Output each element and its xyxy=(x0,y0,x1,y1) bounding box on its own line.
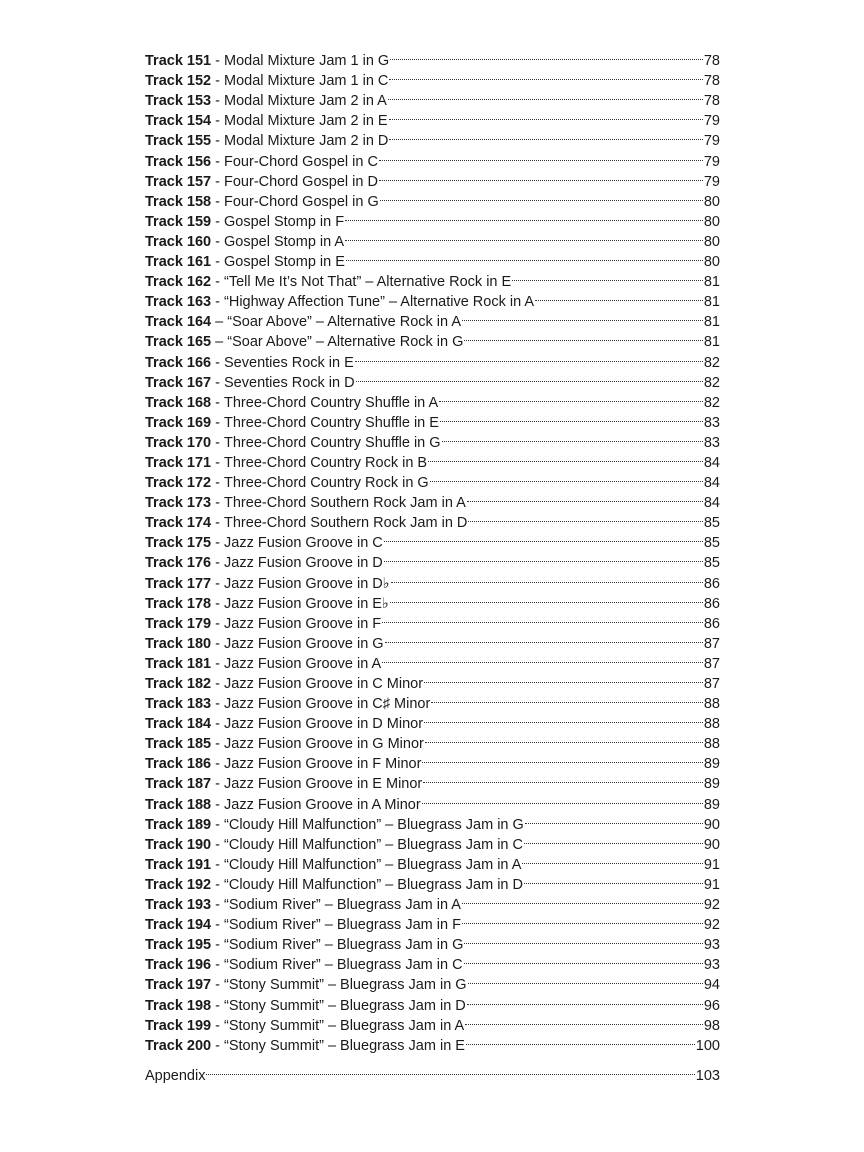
track-separator: - xyxy=(211,676,225,692)
dot-leader xyxy=(389,125,702,145)
track-separator: - xyxy=(211,1037,225,1054)
track-number: Track 196 xyxy=(145,957,212,974)
track-page-number: 80 xyxy=(703,254,720,271)
track-page-number: 84 xyxy=(703,495,720,512)
track-title: Three-Chord Country Shuffle in A xyxy=(224,394,439,411)
track-number: Track 180 xyxy=(145,635,212,652)
track-title: “Soar Above” – Alternative Rock in G xyxy=(227,334,464,351)
track-page-number: 85 xyxy=(703,535,720,552)
track-number: Track 189 xyxy=(145,816,212,833)
track-page-number: 93 xyxy=(703,957,720,974)
dot-leader xyxy=(382,648,703,668)
dot-leader xyxy=(468,507,702,527)
track-page-number: 92 xyxy=(703,897,720,914)
track-separator: - xyxy=(211,495,225,512)
track-separator: - xyxy=(211,575,225,592)
appendix-label: Appendix xyxy=(145,1068,206,1085)
track-number: Track 156 xyxy=(145,153,212,170)
track-title: Three-Chord Country Rock in G xyxy=(224,475,429,492)
track-title: Jazz Fusion Groove in D♭ xyxy=(224,575,390,592)
track-number: Track 153 xyxy=(145,93,212,110)
track-title: “Tell Me It’s Not That” – Alternative Rock in E xyxy=(224,274,512,291)
track-title: Three-Chord Country Shuffle in G xyxy=(224,434,441,451)
track-number: Track 181 xyxy=(145,655,212,672)
track-number: Track 163 xyxy=(145,294,212,311)
dot-leader xyxy=(462,909,703,929)
track-number: Track 199 xyxy=(145,1017,212,1034)
track-title: Jazz Fusion Groove in C xyxy=(224,535,383,552)
track-page-number: 92 xyxy=(703,917,720,934)
track-page-number: 89 xyxy=(703,776,720,793)
toc-list xyxy=(145,45,720,1054)
track-title: “Stony Summit” – Bluegrass Jam in G xyxy=(224,977,467,994)
dot-leader xyxy=(389,105,703,125)
track-page-number: 80 xyxy=(703,193,720,210)
track-separator: - xyxy=(211,93,225,110)
dot-leader xyxy=(439,387,703,407)
track-separator: – xyxy=(211,334,228,351)
dot-leader xyxy=(384,527,703,547)
track-page-number: 79 xyxy=(703,173,720,190)
track-title: “Sodium River” – Bluegrass Jam in A xyxy=(224,897,461,914)
track-separator: - xyxy=(211,655,225,672)
track-page-number: 93 xyxy=(703,937,720,954)
track-number: Track 187 xyxy=(145,776,212,793)
track-separator: - xyxy=(211,716,225,733)
track-number: Track 169 xyxy=(145,414,212,431)
track-number: Track 167 xyxy=(145,374,212,391)
track-page-number: 87 xyxy=(703,655,720,672)
track-separator: - xyxy=(211,133,225,150)
track-number: Track 183 xyxy=(145,696,212,713)
track-number: Track 172 xyxy=(145,475,212,492)
dot-leader xyxy=(355,346,703,366)
track-title: Gospel Stomp in A xyxy=(224,233,345,250)
track-page-number: 88 xyxy=(703,716,720,733)
dot-leader xyxy=(379,145,703,165)
track-title: “Highway Affection Tune” – Alternative Rock in A xyxy=(224,294,535,311)
toc-entry xyxy=(145,45,720,70)
track-title: Modal Mixture Jam 2 in A xyxy=(224,93,387,110)
dot-leader xyxy=(390,45,703,65)
dot-leader xyxy=(464,929,703,949)
track-title: “Sodium River” – Bluegrass Jam in G xyxy=(224,937,464,954)
dot-leader xyxy=(535,286,703,306)
track-separator: - xyxy=(211,173,225,190)
track-number: Track 188 xyxy=(145,796,212,813)
track-separator: - xyxy=(211,696,225,713)
track-page-number: 84 xyxy=(703,454,720,471)
track-page-number: 82 xyxy=(703,394,720,411)
track-separator: - xyxy=(211,816,225,833)
track-page-number: 80 xyxy=(703,213,720,230)
track-number: Track 159 xyxy=(145,213,212,230)
track-page-number: 83 xyxy=(703,434,720,451)
track-page-number: 91 xyxy=(703,856,720,873)
track-page-number: 81 xyxy=(703,334,720,351)
track-page-number: 90 xyxy=(703,836,720,853)
track-number: Track 192 xyxy=(145,876,212,893)
track-number: Track 195 xyxy=(145,937,212,954)
track-page-number: 91 xyxy=(703,876,720,893)
toc-appendix-row xyxy=(145,1060,720,1085)
track-separator: - xyxy=(211,414,225,431)
track-separator: - xyxy=(211,836,225,853)
dot-leader xyxy=(389,65,702,85)
track-separator: - xyxy=(211,354,225,371)
track-page-number: 88 xyxy=(703,696,720,713)
track-page-number: 79 xyxy=(703,133,720,150)
track-page-number: 84 xyxy=(703,475,720,492)
dot-leader xyxy=(345,206,703,226)
track-number: Track 174 xyxy=(145,515,212,532)
track-separator: - xyxy=(211,213,225,230)
track-page-number: 87 xyxy=(703,676,720,692)
track-page-number: 82 xyxy=(703,354,720,371)
appendix-page: 103 xyxy=(695,1068,720,1085)
track-number: Track 157 xyxy=(145,173,212,190)
track-title: Jazz Fusion Groove in F xyxy=(224,615,382,632)
dot-leader xyxy=(356,367,703,387)
track-title: Gospel Stomp in F xyxy=(224,213,345,230)
track-page-number: 82 xyxy=(703,374,720,391)
track-separator: - xyxy=(211,917,225,934)
track-title: Jazz Fusion Groove in D xyxy=(224,555,383,572)
track-page-number: 87 xyxy=(703,635,720,652)
track-title: “Sodium River” – Bluegrass Jam in F xyxy=(224,917,461,934)
track-number: Track 155 xyxy=(145,133,212,150)
track-separator: - xyxy=(211,635,225,652)
dot-leader xyxy=(206,1060,694,1080)
dot-leader xyxy=(440,407,703,427)
track-number: Track 170 xyxy=(145,434,212,451)
track-title: Three-Chord Southern Rock Jam in D xyxy=(224,515,468,532)
track-page-number: 79 xyxy=(703,153,720,170)
track-separator: - xyxy=(211,294,225,311)
track-separator: - xyxy=(211,475,225,492)
track-title: Three-Chord Country Shuffle in E xyxy=(224,414,439,431)
track-separator: - xyxy=(211,856,225,873)
track-number: Track 154 xyxy=(145,113,212,130)
dot-leader xyxy=(425,728,703,748)
dot-leader xyxy=(346,246,703,266)
track-number: Track 198 xyxy=(145,997,212,1014)
track-page-number: 78 xyxy=(703,73,720,90)
dot-leader xyxy=(379,166,703,186)
dot-leader xyxy=(428,447,703,467)
track-title: Jazz Fusion Groove in F Minor xyxy=(224,756,422,773)
track-page-number: 86 xyxy=(703,575,720,592)
dot-leader xyxy=(524,869,703,889)
track-separator: - xyxy=(211,756,225,773)
track-page-number: 78 xyxy=(703,53,720,70)
track-title: “Stony Summit” – Bluegrass Jam in D xyxy=(224,997,466,1014)
track-number: Track 160 xyxy=(145,233,212,250)
track-number: Track 178 xyxy=(145,595,212,612)
track-page-number: 78 xyxy=(703,93,720,110)
track-number: Track 164 xyxy=(145,314,212,331)
dot-leader xyxy=(462,306,703,326)
track-title: “Stony Summit” – Bluegrass Jam in E xyxy=(224,1037,465,1054)
track-separator: - xyxy=(211,876,225,893)
track-page-number: 85 xyxy=(703,515,720,532)
dot-leader xyxy=(424,708,703,728)
track-separator: - xyxy=(211,937,225,954)
track-page-number: 83 xyxy=(703,414,720,431)
dot-leader xyxy=(524,829,703,849)
track-separator: – xyxy=(211,314,228,331)
track-number: Track 184 xyxy=(145,716,212,733)
dot-leader xyxy=(522,849,702,869)
track-page-number: 100 xyxy=(695,1037,720,1054)
track-number: Track 176 xyxy=(145,555,212,572)
track-page-number: 89 xyxy=(703,796,720,813)
track-page-number: 86 xyxy=(703,615,720,632)
track-number: Track 185 xyxy=(145,736,212,753)
track-title: Modal Mixture Jam 2 in E xyxy=(224,113,388,130)
track-separator: - xyxy=(211,977,225,994)
track-separator: - xyxy=(211,796,225,813)
track-title: Jazz Fusion Groove in C♯ Minor xyxy=(224,696,431,713)
track-number: Track 173 xyxy=(145,495,212,512)
track-number: Track 186 xyxy=(145,756,212,773)
track-separator: - xyxy=(211,113,225,130)
dot-leader xyxy=(465,1010,703,1030)
track-page-number: 79 xyxy=(703,113,720,130)
track-number: Track 166 xyxy=(145,354,212,371)
track-separator: - xyxy=(211,233,225,250)
track-number: Track 193 xyxy=(145,897,212,914)
track-page-number: 86 xyxy=(703,595,720,612)
dot-leader xyxy=(424,668,703,688)
track-number: Track 161 xyxy=(145,254,212,271)
track-title: Jazz Fusion Groove in E Minor xyxy=(224,776,423,793)
dot-leader xyxy=(388,85,703,105)
track-title: Seventies Rock in E xyxy=(224,354,354,371)
track-title: “Cloudy Hill Malfunction” – Bluegrass Jam in G xyxy=(224,816,524,833)
track-title: Seventies Rock in D xyxy=(224,374,355,391)
track-title: “Soar Above” – Alternative Rock in A xyxy=(227,314,461,331)
dot-leader xyxy=(525,809,703,829)
track-number: Track 152 xyxy=(145,73,212,90)
track-title: Modal Mixture Jam 1 in G xyxy=(224,53,390,70)
track-separator: - xyxy=(211,897,225,914)
track-separator: - xyxy=(211,254,225,271)
track-title: Jazz Fusion Groove in E♭ xyxy=(224,595,389,612)
track-title: Jazz Fusion Groove in A Minor xyxy=(224,796,421,813)
dot-leader xyxy=(422,748,702,768)
track-separator: - xyxy=(211,515,225,532)
track-number: Track 182 xyxy=(145,676,212,692)
track-number: Track 165 xyxy=(145,334,212,351)
track-number: Track 158 xyxy=(145,193,212,210)
dot-leader xyxy=(382,608,703,628)
track-separator: - xyxy=(211,555,225,572)
track-title: “Cloudy Hill Malfunction” – Bluegrass Jam in C xyxy=(224,836,523,853)
track-separator: - xyxy=(211,535,225,552)
track-number: Track 191 xyxy=(145,856,212,873)
track-separator: - xyxy=(211,193,225,210)
dot-leader xyxy=(467,487,703,507)
track-separator: - xyxy=(211,374,225,391)
track-page-number: 89 xyxy=(703,756,720,773)
track-page-number: 81 xyxy=(703,274,720,291)
dot-leader xyxy=(430,467,703,487)
track-separator: - xyxy=(211,776,225,793)
track-separator: - xyxy=(211,615,225,632)
dot-leader xyxy=(384,547,703,567)
track-title: Jazz Fusion Groove in G Minor xyxy=(224,736,424,753)
track-title: Four-Chord Gospel in G xyxy=(224,193,379,210)
dot-leader xyxy=(431,688,703,708)
track-separator: - xyxy=(211,394,225,411)
track-separator: - xyxy=(211,434,225,451)
track-title: Three-Chord Country Rock in B xyxy=(224,454,428,471)
dot-leader xyxy=(512,266,703,286)
track-separator: - xyxy=(211,73,225,90)
track-separator: - xyxy=(211,1017,225,1034)
track-separator: - xyxy=(211,153,225,170)
track-separator: - xyxy=(211,736,225,753)
track-page-number: 88 xyxy=(703,736,720,753)
track-page-number: 96 xyxy=(703,997,720,1014)
dot-leader xyxy=(466,1030,695,1050)
track-title: “Cloudy Hill Malfunction” – Bluegrass Jam in D xyxy=(224,876,523,893)
dot-leader xyxy=(442,427,703,447)
track-number: Track 200 xyxy=(145,1037,212,1054)
track-page-number: 90 xyxy=(703,816,720,833)
dot-leader xyxy=(385,628,703,648)
track-title: Jazz Fusion Groove in C Minor xyxy=(224,676,424,692)
track-page-number: 81 xyxy=(703,314,720,331)
track-number: Track 179 xyxy=(145,615,212,632)
dot-leader xyxy=(467,989,703,1009)
track-number: Track 151 xyxy=(145,53,212,70)
dot-leader xyxy=(422,788,703,808)
dot-leader xyxy=(468,969,703,989)
track-title: Three-Chord Southern Rock Jam in A xyxy=(224,495,466,512)
track-number: Track 171 xyxy=(145,454,212,471)
track-title: “Cloudy Hill Malfunction” – Bluegrass Jam in A xyxy=(224,856,522,873)
track-number: Track 175 xyxy=(145,535,212,552)
track-separator: - xyxy=(211,997,225,1014)
track-title: Modal Mixture Jam 1 in C xyxy=(224,73,389,90)
track-separator: - xyxy=(211,454,225,471)
track-number: Track 168 xyxy=(145,394,212,411)
track-title: Gospel Stomp in E xyxy=(224,254,345,271)
track-title: Four-Chord Gospel in C xyxy=(224,153,378,170)
dot-leader xyxy=(464,949,703,969)
track-title: Modal Mixture Jam 2 in D xyxy=(224,133,389,150)
dot-leader xyxy=(390,588,703,608)
track-separator: - xyxy=(211,957,225,974)
track-number: Track 190 xyxy=(145,836,212,853)
track-title: Jazz Fusion Groove in G xyxy=(224,635,384,652)
track-title: Four-Chord Gospel in D xyxy=(224,173,378,190)
track-page-number: 94 xyxy=(703,977,720,994)
dot-leader xyxy=(391,567,703,587)
track-page-number: 81 xyxy=(703,294,720,311)
track-page-number: 85 xyxy=(703,555,720,572)
track-title: Jazz Fusion Groove in D Minor xyxy=(224,716,424,733)
track-number: Track 177 xyxy=(145,575,212,592)
dot-leader xyxy=(462,889,703,909)
track-page-number: 80 xyxy=(703,233,720,250)
track-title: “Stony Summit” – Bluegrass Jam in A xyxy=(224,1017,465,1034)
track-number: Track 162 xyxy=(145,274,212,291)
dot-leader xyxy=(464,326,702,346)
dot-leader xyxy=(423,768,703,788)
track-page-number: 98 xyxy=(703,1017,720,1034)
track-separator: - xyxy=(211,53,225,70)
track-title: “Sodium River” – Bluegrass Jam in C xyxy=(224,957,463,974)
track-number: Track 197 xyxy=(145,977,212,994)
track-title: Jazz Fusion Groove in A xyxy=(224,655,382,672)
track-separator: - xyxy=(211,274,225,291)
dot-leader xyxy=(345,226,703,246)
track-number: Track 194 xyxy=(145,917,212,934)
track-separator: - xyxy=(211,595,225,612)
dot-leader xyxy=(380,186,703,206)
